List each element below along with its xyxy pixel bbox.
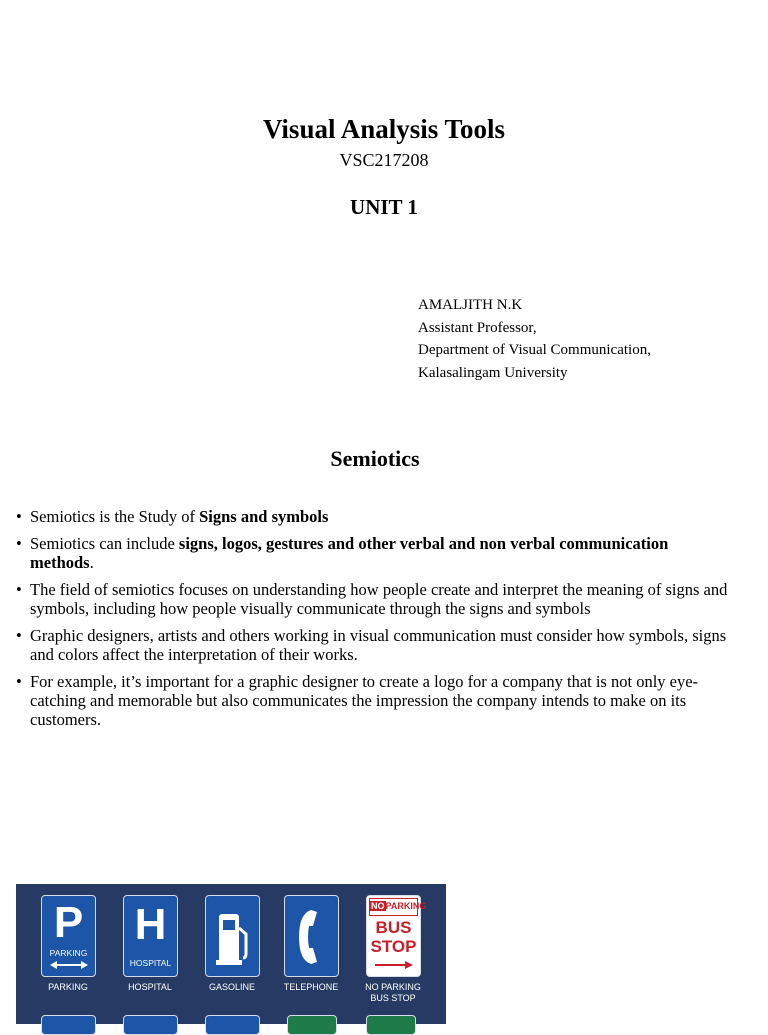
cropped-sign	[287, 1015, 337, 1035]
section-title: Semiotics	[330, 446, 420, 471]
bullet-item	[16, 580, 736, 618]
author-block	[418, 294, 651, 385]
bullet-text: Graphic designers, artists and others working in visual communication must consider how symbols, signs and colors affect the interpretation of their works.	[30, 626, 727, 664]
bullet-text: For example, it’s important for a graphic designer to create a logo for a company that is not only eye-catching and memorable but also communicates the impression the company intends to make on its customers.	[30, 672, 699, 729]
course-code: VSC217208	[339, 150, 429, 170]
bullet-bold-text: signs, logos, gestures and other verbal and non verbal communication methods	[30, 534, 669, 572]
bullet-text: The field of semiotics focuses on understanding how people create and interpret the meaning of signs and symbols, including how people visually communicate through the signs and symbols	[30, 580, 728, 618]
bus-label: BUS	[375, 918, 412, 937]
no-parking-bus-stop-icon	[366, 895, 427, 977]
parking-label: PARKING	[385, 901, 427, 911]
cropped-sign	[205, 1015, 260, 1035]
parking-inner-label: PARKING	[49, 948, 88, 958]
cropped-sign	[366, 1015, 416, 1035]
cropped-sign	[123, 1015, 178, 1035]
right-arrow-icon	[375, 960, 413, 970]
sign-caption: HOSPITAL	[128, 982, 172, 992]
bullet-text-end: .	[89, 553, 94, 572]
parking-sign-icon	[41, 895, 96, 977]
bullet-text: Semiotics is the Study of	[30, 507, 200, 526]
caption-line: BUS STOP	[370, 993, 416, 1003]
author-designation: Assistant Professor,	[418, 319, 537, 336]
double-arrow-icon	[50, 960, 88, 970]
no-label: NO	[371, 901, 385, 911]
telephone-icon	[284, 895, 339, 977]
caption-line: NO PARKING	[365, 982, 421, 992]
sign-caption: TELEPHONE	[283, 982, 339, 992]
bullet-item	[16, 534, 736, 572]
road-signs-image	[16, 884, 446, 1024]
hospital-sign-icon	[123, 895, 178, 977]
bullet-item	[16, 672, 736, 729]
bullet-item	[16, 507, 736, 526]
bullet-list	[16, 507, 736, 737]
document-title: Visual Analysis Tools	[262, 114, 506, 144]
author-name: AMALJITH N.K	[418, 297, 523, 313]
gas-pump-icon	[205, 895, 260, 977]
sign-caption	[353, 982, 433, 1004]
hospital-glyph: H	[134, 900, 167, 949]
no-parking-strip	[369, 898, 427, 916]
bullet-text: Semiotics can include	[30, 534, 179, 553]
bullet-bold-text: Signs and symbols	[199, 507, 329, 526]
sign-caption: PARKING	[48, 982, 88, 992]
bullet-item	[16, 626, 736, 664]
sign-caption: GASOLINE	[208, 982, 255, 992]
unit-heading: UNIT 1	[350, 195, 418, 219]
hospital-inner-label: HOSPITAL	[129, 958, 172, 968]
cropped-sign	[41, 1015, 96, 1035]
parking-glyph: P	[53, 898, 84, 947]
stop-label: STOP	[370, 937, 417, 956]
author-department: Department of Visual Communication,	[418, 342, 651, 359]
author-university: Kalasalingam University	[418, 365, 568, 382]
